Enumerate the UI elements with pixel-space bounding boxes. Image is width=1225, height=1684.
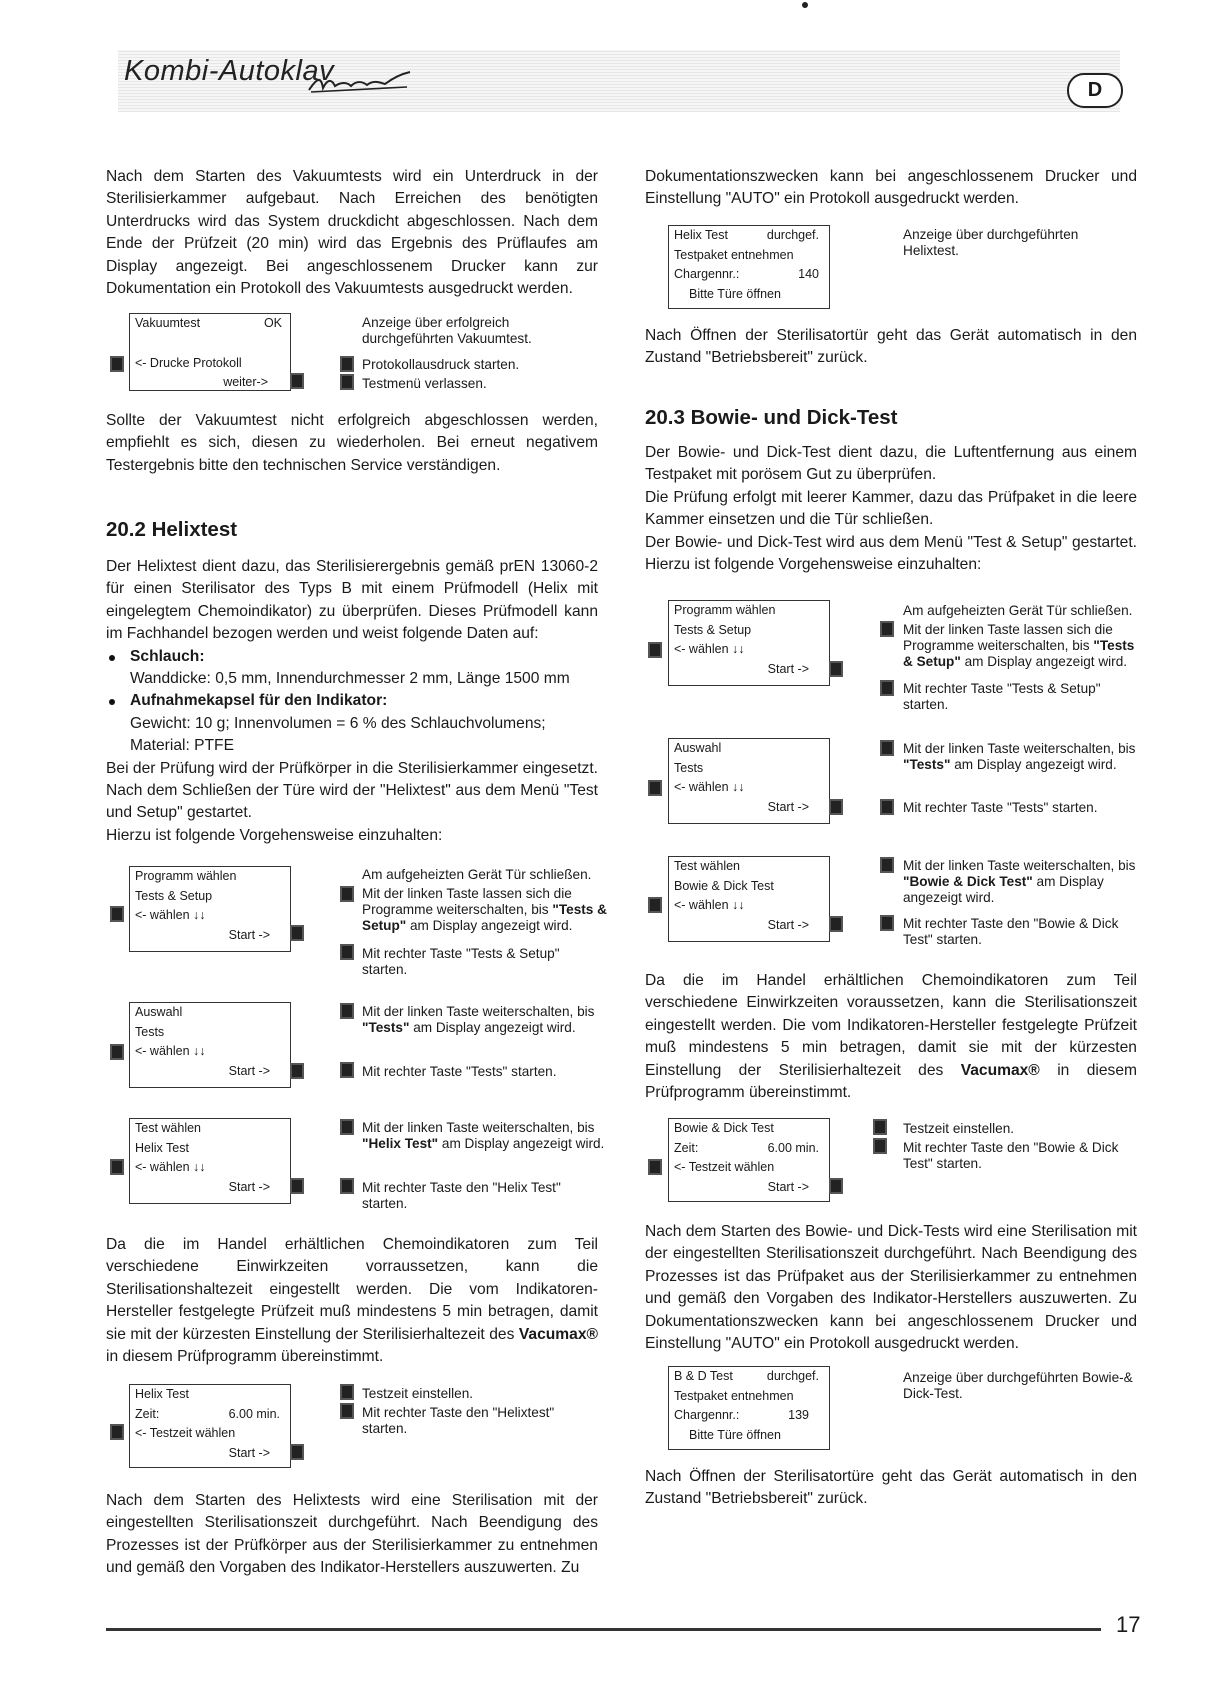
auswahl-display xyxy=(129,1002,291,1088)
helix-heading xyxy=(106,519,598,541)
display-line: <- wählen ↓↓ xyxy=(674,898,745,913)
step-desc: Testzeit einstellen. xyxy=(362,1386,474,1401)
display-line: Testpaket entnehmen xyxy=(674,247,794,262)
display-line: <- Testzeit wählen xyxy=(135,1426,236,1441)
right-key-icon xyxy=(880,799,894,815)
display-line: weiter-> xyxy=(223,375,268,390)
bowie-dick-heading xyxy=(645,407,1137,429)
right-key-button[interactable] xyxy=(290,1178,304,1194)
paragraph: Bei der Prüfung wird der Prüfkörper in die Sterilisierkammer eingesetzt. Nach dem Schließen der Türe wird der "Helixtest" aus dem Menü "Test und Setup" gestartet. xyxy=(106,759,598,822)
step-desc: Mit der linken Taste lassen sich die Programme weiterschalten, bis "Tests & Setup" am Display angezeigt wird. xyxy=(903,622,1135,670)
left-key-button[interactable] xyxy=(110,1424,124,1440)
vakuumtest-desc-print: Protokollausdruck starten. xyxy=(362,357,520,372)
display-line: Test wählen xyxy=(135,1121,202,1135)
display-line: Vakuumtest xyxy=(135,316,201,330)
footer-rule xyxy=(106,1628,1101,1631)
display-line: Programm wählen xyxy=(674,603,776,617)
display-line: Tests & Setup xyxy=(135,888,213,903)
bullet-text: Material: PTFE xyxy=(130,737,234,755)
left-key-icon xyxy=(340,356,354,372)
paragraph: Der Bowie- und Dick-Test dient dazu, die Luftentfernung aus einem Testpaket mit porösem Gut zu überprüfen. xyxy=(645,444,1137,484)
left-key-button[interactable] xyxy=(110,1044,124,1060)
page-header-title: Kombi-Autoklav xyxy=(124,55,335,87)
right-key-button[interactable] xyxy=(290,373,304,389)
bullet-text: Wanddicke: 0,5 mm, Innendurchmesser 2 mm, Länge 1500 mm xyxy=(130,670,570,688)
paragraph: Nach Öffnen der Sterilisatortüre geht das Gerät automatisch in den Zustand "Betriebsbereit" zurück. xyxy=(645,1468,1137,1508)
paragraph: Nach dem Starten des Helixtests wird eine Sterilisation mit der eingestellten Sterilisationszeit durchgeführt. Nach Beendigung des Prozesses ist der Prüfkörper aus der Sterilisierkammer zu entnehmen und gemäß den Vorgaben des Indikator-Herstellers auszuwerten. Zu xyxy=(106,1492,598,1577)
helix-result-desc: Anzeige über durchgeführten Helixtest. xyxy=(903,227,1079,259)
left-key-button[interactable] xyxy=(648,780,662,796)
programm-waehlen-display xyxy=(668,600,830,686)
display-line: <- wählen ↓↓ xyxy=(135,908,206,923)
right-key-icon xyxy=(340,944,354,960)
helix-testzeit-display: Helix Test Zeit: 6.00 min. <- Testzeit wählen Start -> xyxy=(129,1384,291,1468)
step-desc: Mit der linken Taste weiterschalten, bis "Helix Test" am Display angezeigt wird. xyxy=(362,1120,605,1152)
paragraph: Der Bowie- und Dick-Test wird aus dem Menü "Test & Setup" gestartet. Hierzu ist folgende Vorgehensweise einzuhalten: xyxy=(645,533,1137,574)
display-line: <- wählen ↓↓ xyxy=(674,780,745,795)
display-line: Bitte Türe öffnen xyxy=(689,1427,781,1442)
left-key-button[interactable] xyxy=(648,897,662,913)
helix-result-display: Helix Test durchgef. Testpaket entnehmen Chargennr.: 140 Bitte Türe öffnen xyxy=(668,225,830,309)
right-paragraph-7 xyxy=(645,1466,1137,1511)
right-key-button[interactable] xyxy=(829,799,843,815)
paragraph: Dokumentationszwecken kann bei angeschlossenem Drucker und Einstellung "AUTO" ein Protokoll ausgedruckt werden. xyxy=(645,168,1137,208)
display-line: Tests xyxy=(674,760,704,775)
left-key-icon xyxy=(880,740,894,756)
step-desc: Mit rechter Taste den "Bowie & Dick Test" starten. xyxy=(903,916,1119,948)
right-paragraph-2 xyxy=(645,325,1137,370)
left-key-icon xyxy=(340,1003,354,1019)
auswahl-display xyxy=(668,738,830,824)
step-desc: Mit rechter Taste den "Helix Test" starten. xyxy=(362,1180,561,1212)
helix-end-paragraph xyxy=(106,1490,598,1580)
display-line: Start -> xyxy=(767,1179,809,1194)
right-key-icon xyxy=(340,1178,354,1194)
bowie-dick-body xyxy=(645,442,1137,576)
paragraph: Nach dem Starten des Bowie- und Dick-Tests wird eine Sterilisation mit der eingestellten Sterilisationszeit durchgeführt. Nach Beendigung des Prozesses ist das Prüfpaket aus der Sterilisierkammer zu entnehmen und gemäß den Vorgaben des Indikator-Herstellers auszuwerten. Zu Dokumentationszwecken kann bei angeschlossenem Drucker und Einstellung "AUTO" ein Protokoll ausgedruckt werden. xyxy=(645,1223,1137,1353)
test-waehlen-display xyxy=(668,856,830,942)
display-line: Start -> xyxy=(767,917,809,932)
vakuumtest-fail-paragraph xyxy=(106,410,598,477)
bullet-title: Schlauch: xyxy=(130,647,205,665)
right-key-icon xyxy=(873,1138,887,1154)
vakuumtest-desc-exit: Testmenü verlassen. xyxy=(362,376,487,391)
left-key-button[interactable] xyxy=(648,1159,662,1175)
step-desc: Mit der linken Taste weiterschalten, bis "Tests" am Display angezeigt wird. xyxy=(362,1004,595,1036)
display-line: <- Testzeit wählen xyxy=(674,1160,775,1175)
bullet-item xyxy=(106,646,598,691)
left-key-icon xyxy=(340,1119,354,1135)
bd-result-desc: Anzeige über durchgeführten Bowie-& Dick-Test. xyxy=(903,1370,1133,1402)
language-badge: D xyxy=(1067,73,1123,108)
left-key-button[interactable] xyxy=(648,642,662,658)
scan-dot xyxy=(802,2,808,8)
step-desc: Mit rechter Taste "Tests & Setup" starten. xyxy=(362,946,560,978)
section-heading: 20.2 Helixtest xyxy=(106,518,238,541)
right-key-button[interactable] xyxy=(829,916,843,932)
display-line: Helix Test xyxy=(135,1387,189,1401)
right-key-icon xyxy=(340,1062,354,1078)
paragraph: Hierzu ist folgende Vorgehensweise einzuhalten: xyxy=(106,826,443,844)
display-line: <- Drucke Protokoll xyxy=(135,355,242,370)
step-desc: Mit rechter Taste den "Bowie & Dick Test" starten. xyxy=(903,1140,1119,1172)
display-line: Test wählen xyxy=(674,859,741,873)
paragraph: Die Prüfung erfolgt mit leerer Kammer, dazu das Prüfpaket in die leere Kammer einsetzen und die Tür schließen. xyxy=(645,488,1137,529)
display-line: Bitte Türe öffnen xyxy=(689,286,781,301)
step-desc: Testzeit einstellen. xyxy=(903,1121,1015,1136)
paragraph: Nach dem Starten des Vakuumtests wird ein Unterdruck in der Sterilisierkammer aufgebaut. Nach Erreichen des benötigten Unterdrucks wird das System druckdicht abgeschlossen. Nach dem Ende der Prüfzeit (20 min) wird das Ergebnis des Prüflaufes am Display angezeigt. Bei angeschlossenem Drucker kann zur Dokumentation ein Protokoll des Vakuumtests ausgedruckt werden. xyxy=(106,168,598,298)
right-top-paragraph xyxy=(645,166,1137,211)
right-key-icon xyxy=(880,680,894,696)
right-key-button[interactable] xyxy=(290,1444,304,1460)
bullet-item xyxy=(106,690,598,757)
right-key-button[interactable] xyxy=(290,1063,304,1079)
step-desc: Mit der linken Taste weiterschalten, bis "Bowie & Dick Test" am Display angezeigt wird. xyxy=(903,858,1136,906)
page-number: 17 xyxy=(1116,1612,1141,1637)
right-key-button[interactable] xyxy=(829,661,843,677)
left-key-icon xyxy=(880,857,894,873)
paragraph: Da die im Handel erhältlichen Chemoindikatoren zum Teil verschiedene Einwirkzeiten voraussetzen, kann die Sterilisationszeit eingestellt werden. Die vom Indikatoren-Hersteller festgelegte Prüfzeit muß mindestens 5 min betragen, damit sie mit der kürzesten Einstellung der Sterilisierhaltezeit des Vacumax® in diesem Prüfprogramm übereinstimmt. xyxy=(645,972,1137,1102)
chemo-paragraph-left xyxy=(106,1234,598,1368)
left-key-button[interactable] xyxy=(110,1159,124,1175)
right-key-icon xyxy=(340,374,354,390)
bd-result-display: B & D Test durchgef. Testpaket entnehmen Chargennr.: 139 Bitte Türe öffnen xyxy=(668,1366,830,1450)
step-desc: Mit rechter Taste "Tests & Setup" starten. xyxy=(903,681,1101,713)
display-line: <- wählen ↓↓ xyxy=(674,642,745,657)
left-key-icon xyxy=(340,1384,354,1400)
right-key-button[interactable] xyxy=(829,1178,843,1194)
display-line: Tests xyxy=(135,1024,165,1039)
display-line: Helix Test xyxy=(135,1140,189,1155)
display-line: Start -> xyxy=(767,661,809,676)
display-line: Start -> xyxy=(228,1445,270,1460)
step-desc: Mit rechter Taste "Tests" starten. xyxy=(362,1064,557,1079)
step-desc: Am aufgeheizten Gerät Tür schließen. xyxy=(362,867,592,882)
left-key-icon xyxy=(880,621,894,637)
paragraph: Sollte der Vakuumtest nicht erfolgreich abgeschlossen werden, empfiehlt es sich, diesen zu wiederholen. Bei erneut negativem Testergebnis bitte den technischen Service verständigen. xyxy=(106,412,598,474)
display-line: Start -> xyxy=(228,1179,270,1194)
step-desc: Mit rechter Taste "Tests" starten. xyxy=(903,800,1098,815)
left-key-button[interactable] xyxy=(110,356,124,372)
left-key-icon xyxy=(340,886,354,902)
display-line: Start -> xyxy=(228,1063,270,1078)
section-heading: 20.3 Bowie- und Dick-Test xyxy=(645,406,898,429)
left-key-button[interactable] xyxy=(110,906,124,922)
display-line: Bowie & Dick Test xyxy=(674,1121,774,1135)
vakuumtest-desc-ok: Anzeige über erfolgreich durchgeführten Vakuumtest. xyxy=(362,315,532,347)
display-status: OK xyxy=(263,316,282,330)
display-line: Bowie & Dick Test xyxy=(674,878,774,893)
left-intro-paragraph xyxy=(106,166,598,300)
right-key-button[interactable] xyxy=(290,925,304,941)
display-line: Start -> xyxy=(228,927,270,942)
programm-waehlen-display xyxy=(129,866,291,952)
display-line: <- wählen ↓↓ xyxy=(135,1160,206,1175)
paragraph: Der Helixtest dient dazu, das Sterilisierergebnis gemäß prEN 13060-2 für einen Sterilisator des Typs B mit einem Prüfmodell (Helix mit eingelegtem Chemoindikator) zu überprüfen. Dieses Prüfmodell kann im Fachhandel bezogen werden und weist folgende Daten auf: xyxy=(106,558,598,643)
right-key-icon xyxy=(340,1403,354,1419)
test-waehlen-display xyxy=(129,1118,291,1204)
paragraph: Da die im Handel erhältlichen Chemoindikatoren zum Teil verschiedene Einwirkzeiten vorraussetzen, kann die Sterilisationshaltezeit eingestellt werden. Die vom Indikatoren-Hersteller festgelegte Prüfzeit muß mindestens 5 min betragen, damit sie mit der kürzesten Einstellung der Sterilisierhaltezeit des Vacumax® in diesem Prüfprogramm übereinstimmt. xyxy=(106,1236,598,1366)
step-desc: Mit der linken Taste weiterschalten, bis "Tests" am Display angezeigt wird. xyxy=(903,741,1136,773)
display-line: Start -> xyxy=(767,799,809,814)
vakuumtest-display xyxy=(129,313,291,391)
display-line: Testpaket entnehmen xyxy=(674,1388,794,1403)
display-line: <- wählen ↓↓ xyxy=(135,1044,206,1059)
left-key-icon xyxy=(873,1119,887,1135)
step-desc: Mit rechter Taste den "Helixtest" starten. xyxy=(362,1405,555,1437)
display-line: Auswahl xyxy=(135,1005,183,1019)
right-paragraph-6 xyxy=(645,1221,1137,1355)
display-line: Tests & Setup xyxy=(674,622,752,637)
bullet-text: Gewicht: 10 g; Innenvolumen = 6 % des Schlauchvolumens; xyxy=(130,714,546,732)
vacumax-signature-logo xyxy=(307,70,412,96)
right-key-icon xyxy=(880,915,894,931)
step-desc: Mit der linken Taste lassen sich die Programme weiterschalten, bis "Tests & Setup" am Display angezeigt wird. xyxy=(362,886,607,934)
bd-testzeit-display: Bowie & Dick Test Zeit: 6.00 min. <- Testzeit wählen Start -> xyxy=(668,1118,830,1202)
bullet-title: Aufnahmekapsel für den Indikator: xyxy=(130,692,388,710)
chemo-paragraph-right xyxy=(645,970,1137,1104)
helix-body xyxy=(106,556,598,847)
paragraph: Nach Öffnen der Sterilisatortür geht das Gerät automatisch in den Zustand "Betriebsbereit" zurück. xyxy=(645,327,1137,367)
display-line: Programm wählen xyxy=(135,869,237,883)
display-line: Auswahl xyxy=(674,741,722,755)
step-desc: Am aufgeheizten Gerät Tür schließen. xyxy=(903,603,1133,618)
